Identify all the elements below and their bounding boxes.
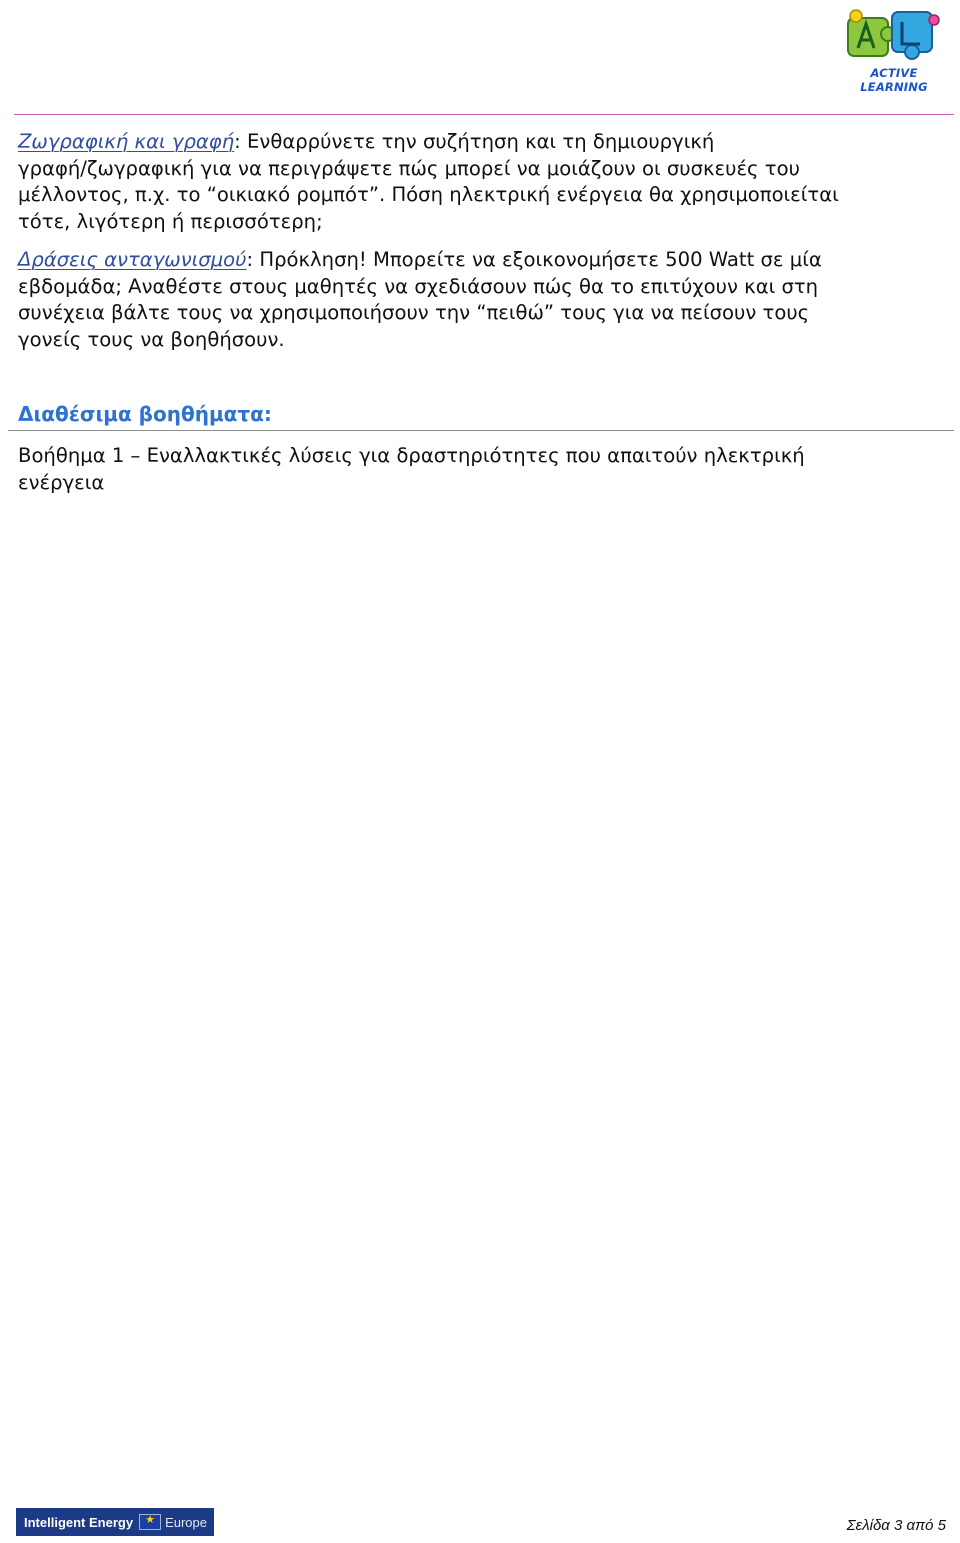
drawing-line: μέλλοντος, π.χ. το “οικιακό ρομπότ”. Πόση ηλεκτρική ενέργεια θα χρησιμοποιείται (18, 183, 839, 206)
aid-item (18, 443, 938, 496)
eu-flag-icon (139, 1514, 161, 1530)
page-number: Σελίδα 3 από 5 (846, 1517, 946, 1534)
intelligent-energy-europe-badge (16, 1508, 214, 1536)
logo-caption: ACTIVE LEARNING (860, 66, 928, 94)
aid-item-line: ενέργεια (18, 470, 105, 494)
badge-text-primary: Intelligent Energy (24, 1514, 134, 1530)
section-divider (8, 430, 954, 431)
competition-line: γονείς τους να βοηθήσουν. (18, 327, 285, 351)
puzzle-logo-icon (836, 6, 946, 70)
competition-label: Δράσεις ανταγωνισμού (18, 248, 247, 271)
drawing-line: Ενθαρρύνετε την συζήτηση και τη δημιουργική (247, 130, 715, 153)
competition-line: Πρόκληση! Μπορείτε να εξοικονομήσετε 500 Watt σε μία (259, 248, 822, 271)
header-divider (14, 114, 954, 115)
drawing-line: τότε, λιγότερη ή περισσότερη; (18, 209, 323, 233)
available-aids-title: Διαθέσιμα βοηθήματα: (18, 402, 272, 426)
paragraph-competition (18, 247, 938, 353)
paragraph-drawing (18, 129, 938, 235)
drawing-label: Ζωγραφική και γραφή (18, 130, 235, 153)
competition-label-separator: : (246, 248, 254, 271)
competition-line: συνέχεια βάλτε τους να χρησιμοποιήσουν την “πειθώ” τους για να πείσουν τους (18, 301, 810, 324)
aid-item-line: Βοήθημα 1 – Εναλλακτικές λύσεις για δραστηριότητες που απαιτούν ηλεκτρική (18, 444, 805, 467)
drawing-line: γραφή/ζωγραφική για να περιγράψετε πώς μπορεί να μοιάζουν οι συσκευές του (18, 156, 800, 180)
badge-text-secondary: Europe (165, 1514, 207, 1530)
drawing-label-separator: : (234, 130, 241, 153)
competition-line: εβδομάδα; Αναθέστε στους μαθητές να σχεδιάσουν πώς θα το επιτύχουν και στη (18, 274, 819, 298)
